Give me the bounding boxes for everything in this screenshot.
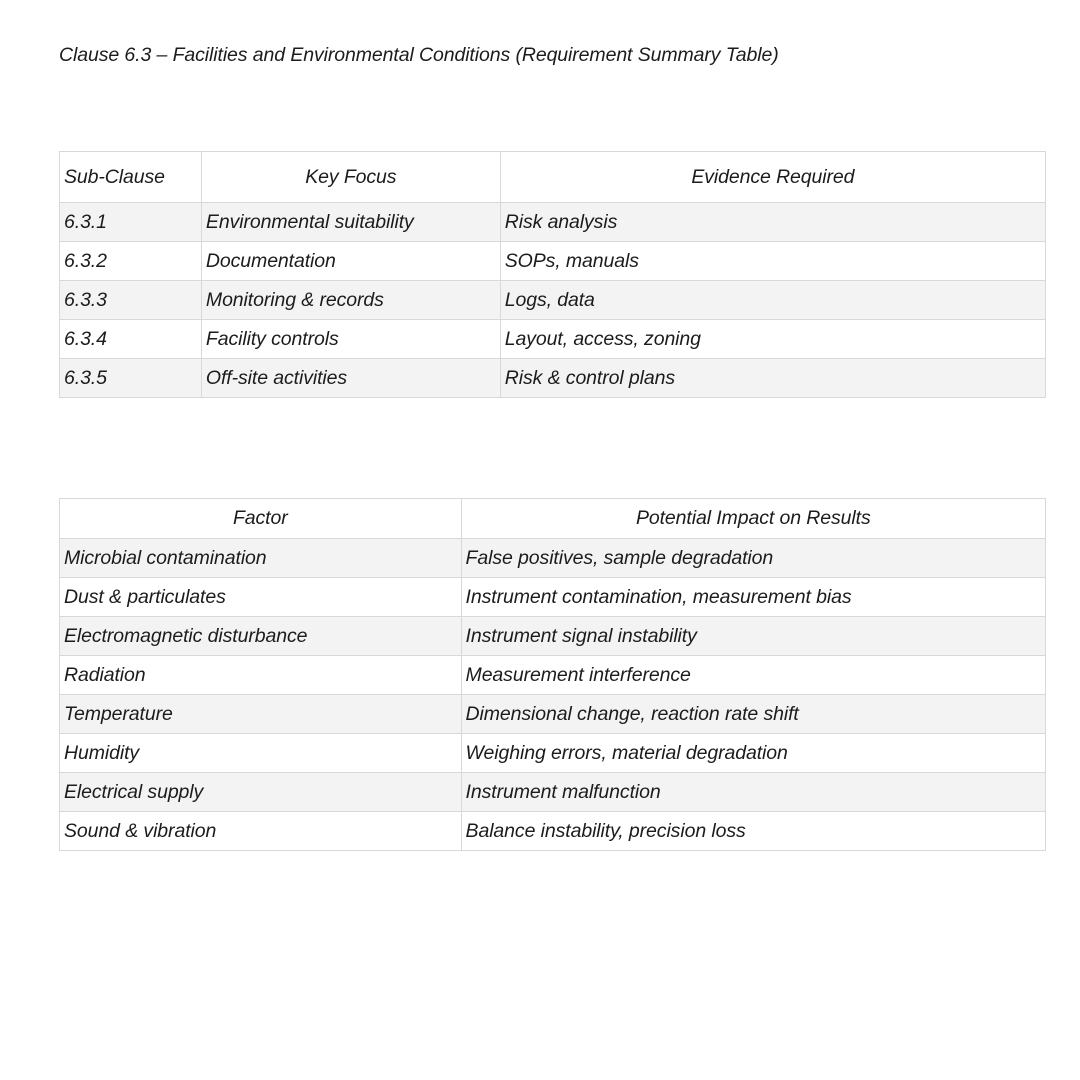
evidence-cell: Risk analysis bbox=[500, 203, 1045, 242]
key-focus-cell: Facility controls bbox=[201, 320, 500, 359]
table-row bbox=[60, 656, 1046, 695]
table-row bbox=[60, 203, 1046, 242]
impact-cell: Dimensional change, reaction rate shift bbox=[461, 695, 1045, 734]
sub-clause-cell: 6.3.4 bbox=[60, 320, 202, 359]
factor-cell: Humidity bbox=[60, 734, 462, 773]
impact-cell: Instrument malfunction bbox=[461, 773, 1045, 812]
factor-cell: Dust & particulates bbox=[60, 578, 462, 617]
table-row bbox=[60, 812, 1046, 851]
impact-cell: False positives, sample degradation bbox=[461, 539, 1045, 578]
header-evidence-required: Evidence Required bbox=[500, 152, 1045, 203]
header-factor: Factor bbox=[60, 499, 462, 539]
sub-clause-cell: 6.3.2 bbox=[60, 242, 202, 281]
factor-cell: Microbial contamination bbox=[60, 539, 462, 578]
key-focus-cell: Off-site activities bbox=[201, 359, 500, 398]
factor-cell: Sound & vibration bbox=[60, 812, 462, 851]
header-potential-impact: Potential Impact on Results bbox=[461, 499, 1045, 539]
header-sub-clause: Sub-Clause bbox=[60, 152, 202, 203]
table-row bbox=[60, 773, 1046, 812]
impact-cell: Instrument signal instability bbox=[461, 617, 1045, 656]
sub-clause-cell: 6.3.3 bbox=[60, 281, 202, 320]
table-row bbox=[60, 617, 1046, 656]
table-row bbox=[60, 734, 1046, 773]
factor-cell: Radiation bbox=[60, 656, 462, 695]
impact-cell: Instrument contamination, measurement bias bbox=[461, 578, 1045, 617]
table-row bbox=[60, 578, 1046, 617]
environmental-factors-table bbox=[59, 498, 1046, 851]
evidence-cell: SOPs, manuals bbox=[500, 242, 1045, 281]
document-title: Clause 6.3 – Facilities and Environmental Conditions (Requirement Summary Table) bbox=[59, 44, 779, 66]
table-row bbox=[60, 242, 1046, 281]
table-row bbox=[60, 359, 1046, 398]
evidence-cell: Risk & control plans bbox=[500, 359, 1045, 398]
factor-cell: Temperature bbox=[60, 695, 462, 734]
table-header-row bbox=[60, 152, 1046, 203]
requirements-summary-table bbox=[59, 151, 1046, 398]
table-row bbox=[60, 539, 1046, 578]
key-focus-cell: Monitoring & records bbox=[201, 281, 500, 320]
key-focus-cell: Environmental suitability bbox=[201, 203, 500, 242]
impact-cell: Measurement interference bbox=[461, 656, 1045, 695]
impact-cell: Weighing errors, material degradation bbox=[461, 734, 1045, 773]
factor-cell: Electrical supply bbox=[60, 773, 462, 812]
table-row bbox=[60, 695, 1046, 734]
table-header-row bbox=[60, 499, 1046, 539]
evidence-cell: Layout, access, zoning bbox=[500, 320, 1045, 359]
table-row bbox=[60, 320, 1046, 359]
header-key-focus: Key Focus bbox=[201, 152, 500, 203]
table-row bbox=[60, 281, 1046, 320]
evidence-cell: Logs, data bbox=[500, 281, 1045, 320]
sub-clause-cell: 6.3.1 bbox=[60, 203, 202, 242]
factor-cell: Electromagnetic disturbance bbox=[60, 617, 462, 656]
key-focus-cell: Documentation bbox=[201, 242, 500, 281]
sub-clause-cell: 6.3.5 bbox=[60, 359, 202, 398]
impact-cell: Balance instability, precision loss bbox=[461, 812, 1045, 851]
